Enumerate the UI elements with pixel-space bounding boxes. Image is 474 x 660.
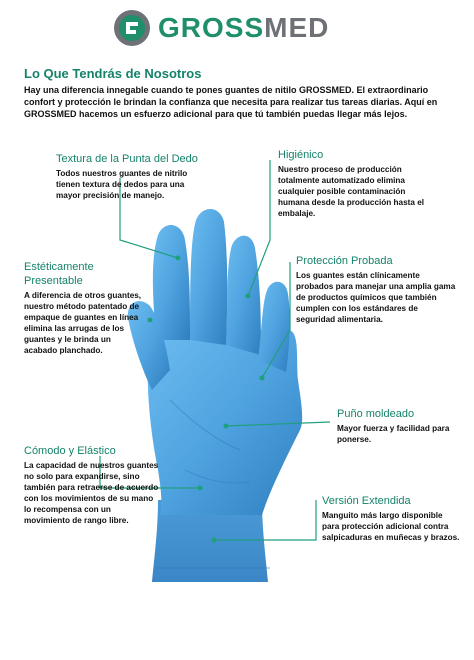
section-version-title: Versión Extendida: [322, 495, 411, 507]
logo-wordmark: [158, 12, 329, 44]
section-puno: [337, 407, 462, 445]
dot-version: [212, 538, 217, 543]
logo-mark-icon: [112, 8, 152, 48]
section-version-body: Manguito más largo disponible para protección adicional contra salpicaduras en muñecas y brazos.: [322, 511, 460, 542]
section-proteccion-body: Los guantes están clínicamente probados para manejar una amplia gama de productos químicos que también cumplen con los estándares de seguridad alimentaria.: [296, 271, 456, 324]
glove-middle-finger: [190, 209, 227, 345]
section-higienico-body: Nuestro proceso de producción totalmente automatizado elimina cualquier posible contaminación humana desde la producción hasta el embalaje.: [278, 165, 425, 218]
section-textura-body: Todos nuestros guantes de nitrilo tienen textura de dedos para una mayor precisión de manejo.: [56, 169, 188, 200]
section-textura: [56, 152, 206, 201]
section-proteccion-title: Protección Probada: [296, 255, 393, 267]
section-version: [322, 494, 462, 543]
section-puno-body: Mayor fuerza y facilidad para ponerse.: [337, 424, 450, 444]
dot-puno: [224, 424, 229, 429]
section-textura-title: Textura de la Punta del Dedo: [56, 153, 198, 165]
dot-higienico: [246, 294, 251, 299]
section-puno-title: Puño moldeado: [337, 408, 415, 420]
dot-textura: [176, 256, 181, 261]
dot-proteccion: [260, 376, 265, 381]
section-higienico-title: Higiénico: [278, 149, 324, 161]
intro-paragraph: Hay una diferencia innegable cuando te pones guantes de nitilo GROSSMED. El extraordinario confort y protección le brindan la confianza que necesita para realizar tus tareas diarias. Aquí en GROSSMED hacemos un esfuerzo adicional para que tú también puedas llegar más lejos.: [24, 85, 438, 119]
section-estetica-body: A diferencia de otros guantes, nuestro método patentado de empaque de guantes en línea elimina las arrugas de los guantes y le brinda un acabado planchado.: [24, 291, 142, 355]
section-comodo-body: La capacidad de nuestros guantes no solo para expandirse, sino también para retraerse de acuerdo con los movimientos de su mano lo recompensa con un movimiento de rango libre.: [24, 461, 159, 525]
section-estetica-title: Estéticamente Presentable: [24, 261, 94, 287]
dot-comodo: [198, 486, 203, 491]
dot-estetica: [148, 318, 153, 323]
glove-ring-finger: [226, 236, 261, 355]
brand-logo: [112, 8, 372, 48]
logo-part-med: MED: [264, 12, 330, 43]
section-higienico: [278, 148, 438, 219]
section-comodo-title: Cómodo y Elástico: [24, 445, 116, 457]
page-title: Lo Que Tendrás de Nosotros: [24, 66, 202, 81]
section-estetica: [24, 260, 144, 356]
logo-part-gross: GROSS: [158, 12, 265, 43]
section-proteccion: [296, 254, 456, 325]
section-comodo: [24, 444, 159, 526]
